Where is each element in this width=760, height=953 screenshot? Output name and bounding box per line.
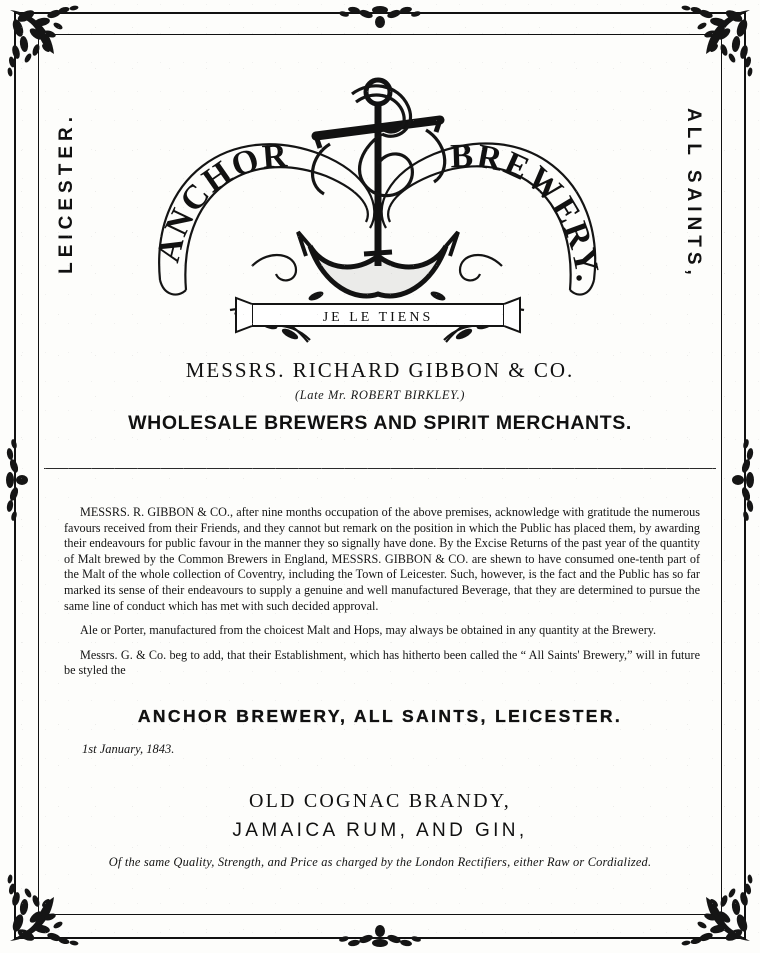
body-paragraph-2: Ale or Porter, manufactured from the choicest Malt and Hops, may always be obtained in any quantity at the Brewery.: [80, 623, 657, 638]
spirits-quality-note: Of the same Quality, Strength, and Price as charged by the London Rectifiers, either Raw or Cordialized.: [108, 855, 652, 869]
svg-text:BREWERY.: BREWERY.: [449, 137, 607, 286]
date-line: 1st January, 1843.: [82, 742, 175, 756]
new-brewery-name-heading: ANCHOR BREWERY, ALL SAINTS, LEICESTER.: [137, 706, 623, 726]
spirits-heading-rum-gin: JAMAICA RUM, AND GIN,: [232, 820, 528, 841]
divider-rule: [44, 468, 716, 469]
body-copy: [64, 505, 700, 688]
anchor-brewery-crest: [120, 58, 640, 348]
body-paragraph-3: Messrs. G. & Co. beg to add, that their Establishment, which has hitherto been called the “ All Saints' Brewery,” will in future be styled the: [64, 647, 700, 678]
former-proprietor-line: (Late Mr. ROBERT BIRKLEY.): [294, 388, 466, 402]
firm-name-heading: MESSRS. RICHARD GIBBON & CO.: [185, 358, 575, 382]
spirits-heading-brandy: OLD COGNAC BRANDY,: [248, 790, 512, 812]
svg-text:ANCHOR: ANCHOR: [149, 137, 291, 266]
svg-text:JE LE TIENS: JE LE TIENS: [322, 310, 434, 325]
body-paragraph-1: MESSRS. R. GIBBON & CO., after nine months occupation of the above premises, acknowledge with gratitude the numerous favours received from their Friends, and they cannot but remark on the position in which the Public has placed them, by awarding their endeavours for public favour in the manner they so signally have done. By the Excise Returns of the past year of the quantity of Malt brewed by the Common Brewers in England, MESSRS. GIBBON & CO. are shewn to have consumed one-tenth part of the Malt of the whole collection of Coventry, including the Town of Leicester. Such, however, is the fact and the Public has so far marked its sense of their endeavours to supply a genuine and well manufactured Beverage, that they are determined to pursue the same line of conduct which has met with such decided approval.: [64, 505, 700, 613]
side-text-all-saints: ALL SAINTS,: [683, 108, 704, 280]
trade-description-heading: WHOLESALE BREWERS AND SPIRIT MERCHANTS.: [128, 412, 632, 434]
side-text-leicester: LEICESTER.: [56, 112, 77, 274]
